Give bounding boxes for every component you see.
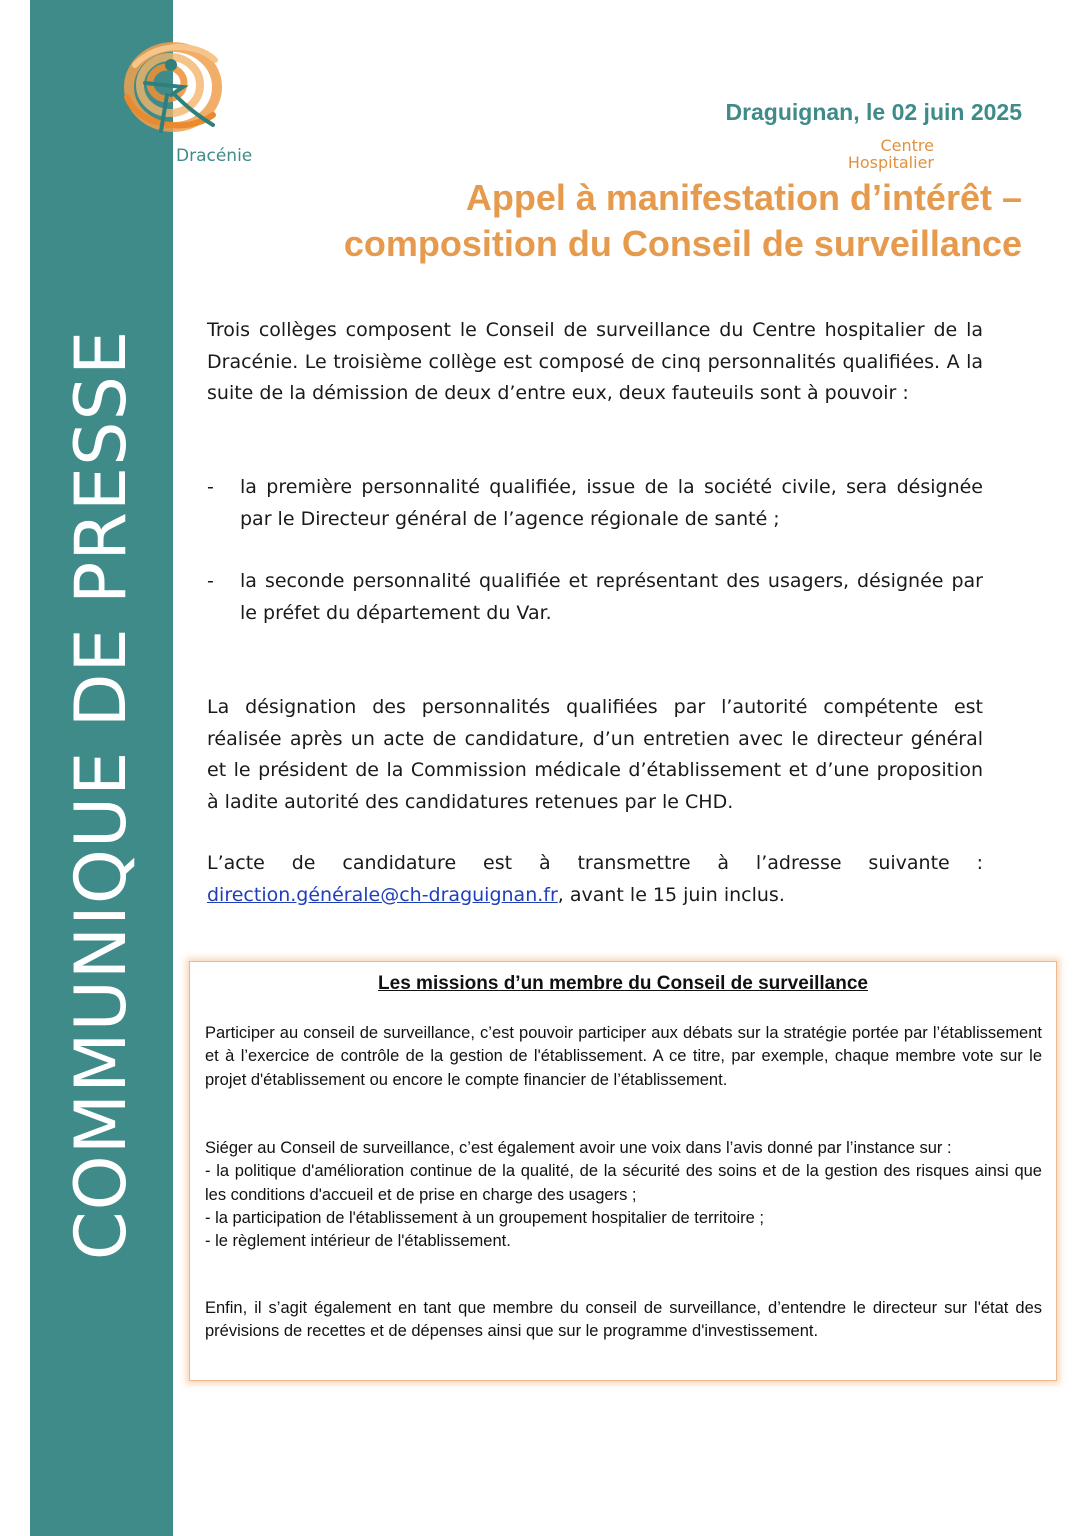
bullet-text-2: la seconde personnalité qualifiée et représentant des usagers, désignée par le préfet du département du Var. [240,570,983,624]
sidebar-label: COMMUNIQUE DE PRESSE [60,329,142,1261]
email-link[interactable]: direction.générale@ch-draguignan.fr [207,883,558,906]
logo-text-dracenie: Dracénie [176,146,253,166]
logo-line-centre: Centre [880,136,934,155]
bullet-marker: - [207,476,214,498]
missions-list-item-2: - la participation de l'établissement à un groupement hospitalier de territoire ; [205,1208,764,1227]
bullet-item-2 [207,566,983,629]
page-title [202,175,1022,267]
designation-text: La désignation des personnalités qualifiées par l’autorité compétente est réalisée après un acte de candidature, d’un entretien avec le directeur général et le président de la Commission médicale d’établissement et d’une proposition à ladite autorité des candidatures retenues par le CHD. [207,696,983,813]
missions-paragraph-3: Enfin, il s’agit également en tant que membre du conseil de surveillance, d’entendre le directeur sur l'état des prévisions de recettes et de dépenses ainsi que sur le programme d'investissement. [205,1299,1042,1341]
bullet-text-1: la première personnalité qualifiée, issue de la société civile, sera désignée par le Directeur général de l’agence régionale de santé ; [240,476,983,530]
bullet-item-1 [207,472,983,535]
designation-paragraph [207,692,983,818]
intro-text: Trois collèges composent le Conseil de surveillance du Centre hospitalier de la Dracénie. Le troisième collège est composé de cinq personnalités qualifiées. A la suite de la démission de deux d’entre eux, deux fauteuils sont à pouvoir : [207,319,983,404]
intro-paragraph [207,315,983,410]
title-line-1: Appel à manifestation d’intérêt – [465,177,1022,218]
candidature-prefix: L’acte de candidature est à transmettre à l’adresse suivante : [207,852,983,874]
bullet-marker: - [207,570,214,592]
missions-box [189,961,1057,1381]
missions-paragraph-2-intro: Siéger au Conseil de surveillance, c’est également avoir une voix dans l’avis donné par l’instance sur : [205,1139,952,1157]
missions-title: Les missions d’un membre du Conseil de surveillance [378,973,868,994]
logo-line-hospitalier: Hospitalier [847,153,934,172]
missions-paragraph-2 [205,1137,1042,1253]
logo-text-centre-hospitalier [848,137,934,171]
missions-paragraph-1: Participer au conseil de surveillance, c’est pouvoir participer aux débats sur la stratégie portée par l’établissement et à l’exercice de contrôle de la gestion de l'établissement. A ce titre, par exemple, chaque membre vote sur le projet d'établissement ou encore le compte financier de l’établissement. [205,1024,1042,1089]
missions-list-item-1: - la politique d'amélioration continue de la qualité, de la sécurité des soins et de la gestion des risques ainsi que les conditions d'accueil et de prise en charge des usagers ; [205,1162,1042,1204]
press-date: Draguignan, le 02 juin 2025 [725,99,1022,125]
missions-list-item-3: - le règlement intérieur de l'établissement. [205,1232,511,1251]
title-line-2: composition du Conseil de surveillance [343,223,1022,264]
candidature-paragraph [207,848,983,911]
candidature-suffix: , avant le 15 juin inclus. [557,883,785,906]
